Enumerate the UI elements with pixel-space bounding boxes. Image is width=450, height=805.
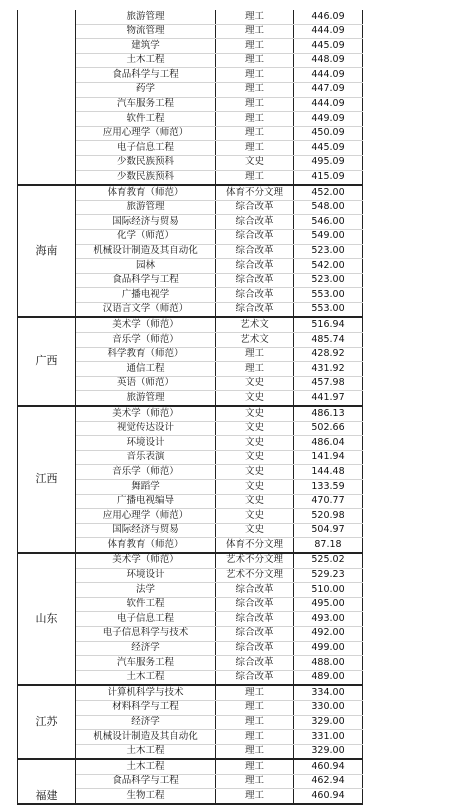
category-cell: 理工	[216, 685, 294, 700]
category-cell: 理工	[216, 730, 294, 745]
major-cell: 材料科学与工程	[76, 700, 216, 715]
major-cell: 法学	[76, 583, 216, 598]
score-cell: 449.09	[294, 112, 363, 127]
score-cell: 523.00	[294, 273, 363, 288]
category-cell: 理工	[216, 715, 294, 730]
province-cell: 江苏	[18, 685, 76, 759]
score-cell: 485.74	[294, 333, 363, 348]
category-cell: 理工	[216, 170, 294, 185]
province-cell: 山东	[18, 553, 76, 685]
major-cell: 汽车服务工程	[76, 97, 216, 112]
score-cell: 460.94	[294, 759, 363, 774]
category-cell: 理工	[216, 24, 294, 39]
category-cell: 体育不分文理	[216, 185, 294, 200]
category-cell: 综合改革	[216, 273, 294, 288]
category-cell: 理工	[216, 68, 294, 83]
score-cell: 516.94	[294, 317, 363, 332]
category-cell: 理工	[216, 347, 294, 362]
score-cell: 452.00	[294, 185, 363, 200]
province-cell: 广西	[18, 317, 76, 406]
table-row	[18, 759, 363, 774]
category-cell: 艺术文	[216, 333, 294, 348]
score-cell: 448.09	[294, 53, 363, 68]
category-cell: 艺术文	[216, 317, 294, 332]
table-row	[18, 553, 363, 568]
major-cell: 广播电视编导	[76, 494, 216, 509]
score-cell: 488.00	[294, 656, 363, 671]
major-cell: 少数民族预科	[76, 170, 216, 185]
category-cell: 理工	[216, 112, 294, 127]
score-cell: 548.00	[294, 200, 363, 215]
score-cell: 549.00	[294, 229, 363, 244]
category-cell: 综合改革	[216, 597, 294, 612]
score-cell: 495.00	[294, 597, 363, 612]
table-row	[18, 10, 363, 24]
major-cell: 音乐表演	[76, 450, 216, 465]
province-cell	[18, 10, 76, 185]
score-cell: 493.00	[294, 612, 363, 627]
score-cell: 444.09	[294, 24, 363, 39]
category-cell: 文史	[216, 376, 294, 391]
table-body	[18, 10, 363, 804]
category-cell: 文史	[216, 523, 294, 538]
major-cell: 视觉传达设计	[76, 421, 216, 436]
score-cell: 141.94	[294, 450, 363, 465]
table-row	[18, 317, 363, 332]
score-table	[17, 10, 363, 805]
major-cell: 电子信息工程	[76, 141, 216, 156]
score-cell: 470.77	[294, 494, 363, 509]
major-cell: 环境设计	[76, 568, 216, 583]
category-cell: 文史	[216, 480, 294, 495]
score-cell: 520.98	[294, 509, 363, 524]
score-cell: 415.09	[294, 170, 363, 185]
category-cell: 理工	[216, 744, 294, 759]
score-cell: 441.97	[294, 391, 363, 406]
major-cell: 旅游管理	[76, 10, 216, 24]
score-cell: 462.94	[294, 774, 363, 789]
score-cell: 457.98	[294, 376, 363, 391]
score-cell: 133.59	[294, 480, 363, 495]
category-cell: 综合改革	[216, 626, 294, 641]
category-cell: 理工	[216, 10, 294, 24]
category-cell: 理工	[216, 774, 294, 789]
major-cell: 化学（师范）	[76, 229, 216, 244]
major-cell: 旅游管理	[76, 391, 216, 406]
score-cell: 489.00	[294, 670, 363, 685]
category-cell: 艺术不分文理	[216, 553, 294, 568]
category-cell: 文史	[216, 155, 294, 170]
major-cell: 应用心理学（师范）	[76, 509, 216, 524]
score-cell: 444.09	[294, 68, 363, 83]
category-cell: 综合改革	[216, 302, 294, 317]
score-cell: 330.00	[294, 700, 363, 715]
major-cell: 建筑学	[76, 39, 216, 54]
category-cell: 文史	[216, 465, 294, 480]
score-cell: 431.92	[294, 362, 363, 377]
category-cell: 文史	[216, 421, 294, 436]
major-cell: 体育教育（师范）	[76, 185, 216, 200]
category-cell: 综合改革	[216, 656, 294, 671]
score-cell: 486.04	[294, 436, 363, 451]
province-cell: 海南	[18, 185, 76, 317]
score-cell: 446.09	[294, 10, 363, 24]
score-cell: 502.66	[294, 421, 363, 436]
major-cell: 音乐学（师范）	[76, 333, 216, 348]
score-cell: 87.18	[294, 538, 363, 553]
category-cell: 文史	[216, 509, 294, 524]
major-cell: 药学	[76, 82, 216, 97]
score-cell: 329.00	[294, 715, 363, 730]
score-cell: 445.09	[294, 39, 363, 54]
score-cell: 529.23	[294, 568, 363, 583]
score-cell: 553.00	[294, 288, 363, 303]
category-cell: 综合改革	[216, 215, 294, 230]
category-cell: 理工	[216, 53, 294, 68]
category-cell: 文史	[216, 406, 294, 421]
major-cell: 美术学（师范）	[76, 406, 216, 421]
major-cell: 软件工程	[76, 112, 216, 127]
province-cell: 福建	[18, 759, 76, 804]
category-cell: 理工	[216, 97, 294, 112]
score-cell: 447.09	[294, 82, 363, 97]
major-cell: 少数民族预科	[76, 155, 216, 170]
category-cell: 理工	[216, 700, 294, 715]
category-cell: 综合改革	[216, 670, 294, 685]
major-cell: 国际经济与贸易	[76, 215, 216, 230]
score-cell: 444.09	[294, 97, 363, 112]
category-cell: 文史	[216, 436, 294, 451]
major-cell: 园林	[76, 259, 216, 274]
major-cell: 音乐学（师范）	[76, 465, 216, 480]
admission-score-table	[17, 10, 362, 805]
major-cell: 汉语言文学（师范）	[76, 302, 216, 317]
category-cell: 综合改革	[216, 200, 294, 215]
major-cell: 通信工程	[76, 362, 216, 377]
table-row	[18, 685, 363, 700]
score-cell: 428.92	[294, 347, 363, 362]
major-cell: 经济学	[76, 715, 216, 730]
score-cell: 495.09	[294, 155, 363, 170]
category-cell: 综合改革	[216, 229, 294, 244]
score-cell: 525.02	[294, 553, 363, 568]
major-cell: 美术学（师范）	[76, 553, 216, 568]
table-row	[18, 406, 363, 421]
major-cell: 电子信息工程	[76, 612, 216, 627]
major-cell: 生物工程	[76, 789, 216, 804]
major-cell: 计算机科学与技术	[76, 685, 216, 700]
category-cell: 理工	[216, 39, 294, 54]
score-cell: 523.00	[294, 244, 363, 259]
category-cell: 理工	[216, 126, 294, 141]
major-cell: 英语（师范）	[76, 376, 216, 391]
category-cell: 理工	[216, 759, 294, 774]
category-cell: 综合改革	[216, 259, 294, 274]
category-cell: 体育不分文理	[216, 538, 294, 553]
major-cell: 土木工程	[76, 759, 216, 774]
score-cell: 450.09	[294, 126, 363, 141]
score-cell: 144.48	[294, 465, 363, 480]
score-cell: 499.00	[294, 641, 363, 656]
score-cell: 329.00	[294, 744, 363, 759]
table-row	[18, 185, 363, 200]
major-cell: 应用心理学（师范）	[76, 126, 216, 141]
category-cell: 综合改革	[216, 288, 294, 303]
category-cell: 艺术不分文理	[216, 568, 294, 583]
score-cell: 504.97	[294, 523, 363, 538]
category-cell: 理工	[216, 789, 294, 804]
major-cell: 体育教育（师范）	[76, 538, 216, 553]
major-cell: 科学教育（师范）	[76, 347, 216, 362]
major-cell: 经济学	[76, 641, 216, 656]
major-cell: 广播电视学	[76, 288, 216, 303]
major-cell: 旅游管理	[76, 200, 216, 215]
major-cell: 土木工程	[76, 670, 216, 685]
category-cell: 文史	[216, 494, 294, 509]
major-cell: 汽车服务工程	[76, 656, 216, 671]
category-cell: 综合改革	[216, 612, 294, 627]
score-cell: 546.00	[294, 215, 363, 230]
score-cell: 460.94	[294, 789, 363, 804]
category-cell: 综合改革	[216, 641, 294, 656]
score-cell: 542.00	[294, 259, 363, 274]
major-cell: 食品科学与工程	[76, 774, 216, 789]
major-cell: 土木工程	[76, 744, 216, 759]
score-cell: 331.00	[294, 730, 363, 745]
score-cell: 492.00	[294, 626, 363, 641]
major-cell: 国际经济与贸易	[76, 523, 216, 538]
major-cell: 食品科学与工程	[76, 273, 216, 288]
major-cell: 电子信息科学与技术	[76, 626, 216, 641]
major-cell: 物流管理	[76, 24, 216, 39]
category-cell: 文史	[216, 450, 294, 465]
major-cell: 美术学（师范）	[76, 317, 216, 332]
major-cell: 环境设计	[76, 436, 216, 451]
category-cell: 文史	[216, 391, 294, 406]
category-cell: 综合改革	[216, 583, 294, 598]
major-cell: 机械设计制造及其自动化	[76, 244, 216, 259]
score-cell: 445.09	[294, 141, 363, 156]
score-cell: 334.00	[294, 685, 363, 700]
category-cell: 理工	[216, 362, 294, 377]
score-cell: 510.00	[294, 583, 363, 598]
major-cell: 土木工程	[76, 53, 216, 68]
major-cell: 舞蹈学	[76, 480, 216, 495]
category-cell: 理工	[216, 82, 294, 97]
score-cell: 553.00	[294, 302, 363, 317]
major-cell: 食品科学与工程	[76, 68, 216, 83]
category-cell: 理工	[216, 141, 294, 156]
major-cell: 机械设计制造及其自动化	[76, 730, 216, 745]
province-cell: 江西	[18, 406, 76, 553]
category-cell: 综合改革	[216, 244, 294, 259]
score-cell: 486.13	[294, 406, 363, 421]
major-cell: 软件工程	[76, 597, 216, 612]
